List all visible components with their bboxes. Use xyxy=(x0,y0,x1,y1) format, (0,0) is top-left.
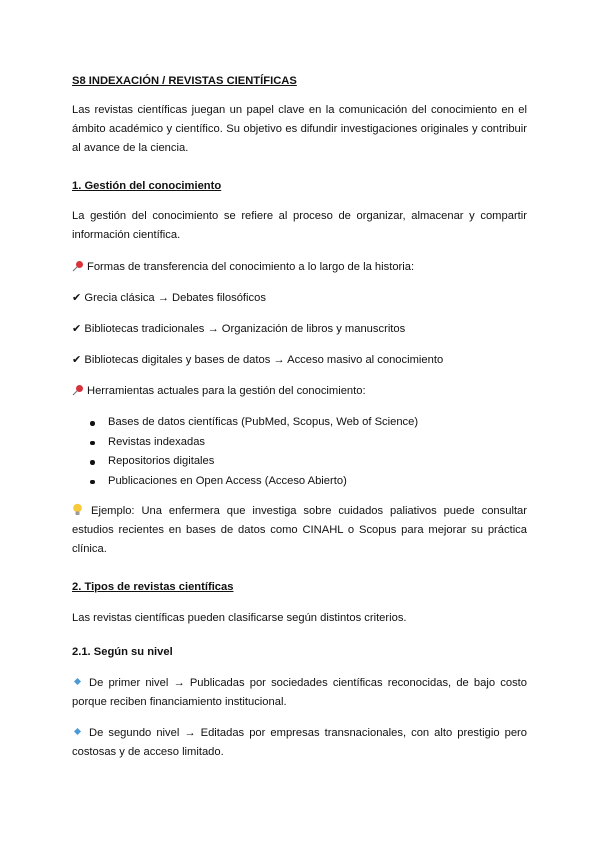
section2-subheading: 2.1. Según su nivel xyxy=(72,646,173,658)
definition-line: información científica. xyxy=(72,229,181,241)
lightbulb-icon xyxy=(72,503,83,516)
check-mark-icon: ✔ xyxy=(72,354,82,366)
level-line-text: De segundo nivel → Editadas por empresas transnacionales, con alto prestigio pero xyxy=(89,727,527,739)
example-line xyxy=(72,502,527,521)
list-item-text: Publicaciones en Open Access (Acceso Abierto) xyxy=(108,474,347,487)
section1-heading: 1. Gestión del conocimiento xyxy=(72,180,222,192)
level-line xyxy=(72,724,527,743)
pushpin-icon xyxy=(72,260,84,272)
example-line-text: Ejemplo: Una enfermera que investiga sobre cuidados paliativos puede consultar xyxy=(91,505,527,517)
level-item xyxy=(72,674,527,712)
transfer-heading xyxy=(72,258,527,277)
section1-definition xyxy=(72,207,527,245)
list-item-text: Repositorios digitales xyxy=(108,455,215,467)
intro-line: Las revistas científicas juegan un papel clave en la comunicación del conocimiento en el xyxy=(72,104,527,116)
transfer-item-text: Bibliotecas digitales y bases de datos → Acceso masivo al conocimiento xyxy=(84,354,444,366)
level-line: porque reciben financiamiento institucional. xyxy=(72,696,287,708)
tools-heading xyxy=(72,382,527,401)
list-item-text: Bases de datos científicas (PubMed, Scopus, Web of Science) xyxy=(108,416,419,428)
intro-paragraph xyxy=(72,101,527,158)
bullet-icon xyxy=(90,480,95,485)
transfer-heading-text: Formas de transferencia del conocimiento a lo largo de la historia: xyxy=(87,261,415,273)
transfer-item xyxy=(72,320,527,339)
example-paragraph xyxy=(72,502,527,559)
bullet-icon xyxy=(90,421,95,426)
list-item xyxy=(90,433,520,453)
page-title: S8 INDEXACIÓN / REVISTAS CIENTÍFICAS xyxy=(72,75,297,87)
level-line xyxy=(72,674,527,693)
example-line: estudios recientes en bases de datos como CINAHL o Scopus para mejorar su práctica xyxy=(72,524,527,536)
section2-intro: Las revistas científicas pueden clasificarse según distintos criterios. xyxy=(72,612,407,624)
check-mark-icon: ✔ xyxy=(72,323,82,335)
transfer-item-text: Grecia clásica → Debates filosóficos xyxy=(84,292,266,304)
level-item xyxy=(72,724,527,762)
example-line: clínica. xyxy=(72,543,107,555)
list-item xyxy=(90,472,520,492)
bullet-icon xyxy=(90,460,95,465)
tools-list xyxy=(90,413,520,491)
transfer-item xyxy=(72,289,527,308)
bullet-icon xyxy=(90,441,95,446)
level-line: costosas y de acceso limitado. xyxy=(72,746,224,758)
intro-line: ámbito académico y científico. Su objetivo es difundir investigaciones originales y contribuir xyxy=(72,123,527,135)
small-blue-diamond-icon xyxy=(74,678,81,685)
small-blue-diamond-icon xyxy=(74,728,81,735)
list-item-text: Revistas indexadas xyxy=(108,435,206,448)
list-item xyxy=(90,452,520,472)
section2-heading: 2. Tipos de revistas científicas xyxy=(72,581,234,593)
check-mark-icon: ✔ xyxy=(72,292,82,304)
transfer-item-text: Bibliotecas tradicionales → Organización de libros y manuscritos xyxy=(84,323,406,335)
list-item xyxy=(90,413,520,433)
level-line-text: De primer nivel → Publicadas por sociedades científicas reconocidas, de bajo costo xyxy=(89,677,527,689)
pushpin-icon xyxy=(72,384,84,396)
transfer-item xyxy=(72,351,527,370)
definition-line: La gestión del conocimiento se refiere al proceso de organizar, almacenar y compartir xyxy=(72,210,527,222)
tools-heading-text: Herramientas actuales para la gestión del conocimiento: xyxy=(87,385,366,397)
intro-line: al avance de la ciencia. xyxy=(72,142,189,154)
